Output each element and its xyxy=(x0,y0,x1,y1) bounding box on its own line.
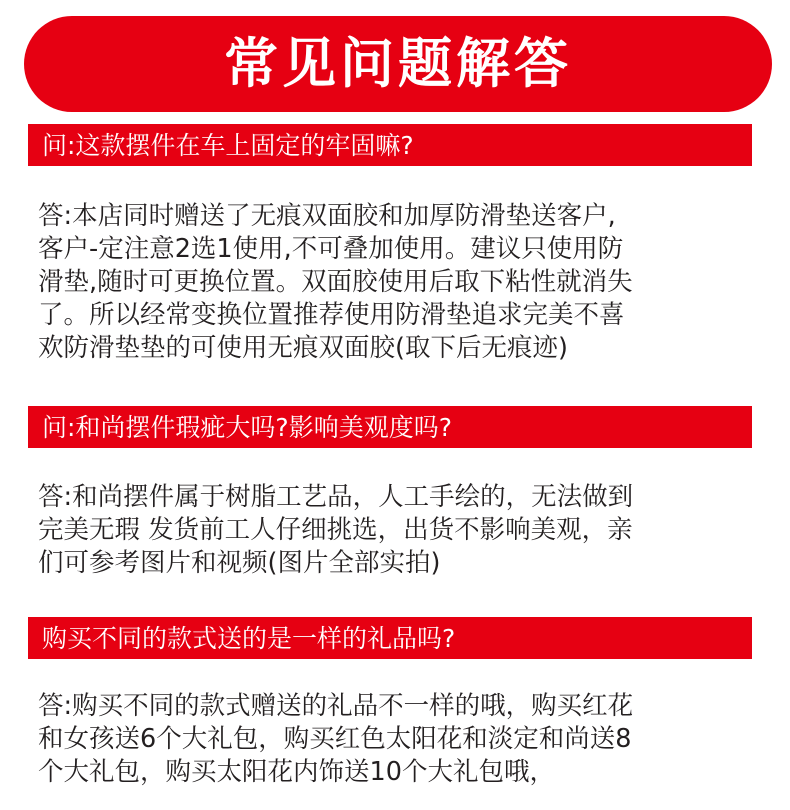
faq-answer-1 xyxy=(38,200,764,365)
faq-title-banner xyxy=(24,16,772,112)
faq-answer-2-line-1: 答:和尚摆件属于树脂工艺品，人工手绘的，无法做到 xyxy=(38,482,634,512)
faq-answer-1-line-1: 答:本店同时赠送了无痕双面胶和加厚防滑垫送客户, xyxy=(38,201,616,231)
faq-question-bar-1 xyxy=(28,124,752,166)
faq-answer-2-line-3: 们可参考图片和视频(图片全部实拍) xyxy=(38,548,441,578)
faq-answer-1-line-5: 欢防滑垫垫的可使用无痕双面胶(取下后无痕迹) xyxy=(38,333,568,363)
faq-question-bar-3 xyxy=(28,617,752,659)
page-title: 常见问题解答 xyxy=(224,32,572,95)
faq-answer-1-line-2: 客户-定注意2选1使用,不可叠加使用。建议只使用防 xyxy=(38,234,624,264)
faq-answer-2-line-2: 完美无瑕 发货前工人仔细挑选，出货不影响美观，亲 xyxy=(38,515,633,545)
faq-answer-1-line-3: 滑垫,随时可更换位置。双面胶使用后取下粘性就消失 xyxy=(38,267,633,297)
faq-answer-2 xyxy=(38,481,764,580)
faq-answer-1-line-4: 了。所以经常变换位置推荐使用防滑垫追求完美不喜 xyxy=(38,300,625,330)
faq-answer-3-line-2: 和女孩送6个大礼包，购买红色太阳花和淡定和尚送8 xyxy=(38,724,632,754)
faq-answer-3 xyxy=(38,690,764,789)
faq-question-2: 问:和尚摆件瑕疵大吗?影响美观度吗? xyxy=(42,412,452,442)
faq-answer-3-line-3: 个大礼包，购买太阳花内饰送10个大礼包哦， xyxy=(38,757,555,787)
faq-answer-3-line-1: 答:购买不同的款式赠送的礼品不一样的哦，购买红花 xyxy=(38,691,634,721)
faq-question-3: 购买不同的款式送的是一样的礼品吗? xyxy=(42,623,456,653)
faq-question-bar-2 xyxy=(28,406,752,448)
faq-question-1: 问:这款摆件在车上固定的牢固嘛? xyxy=(42,130,414,160)
